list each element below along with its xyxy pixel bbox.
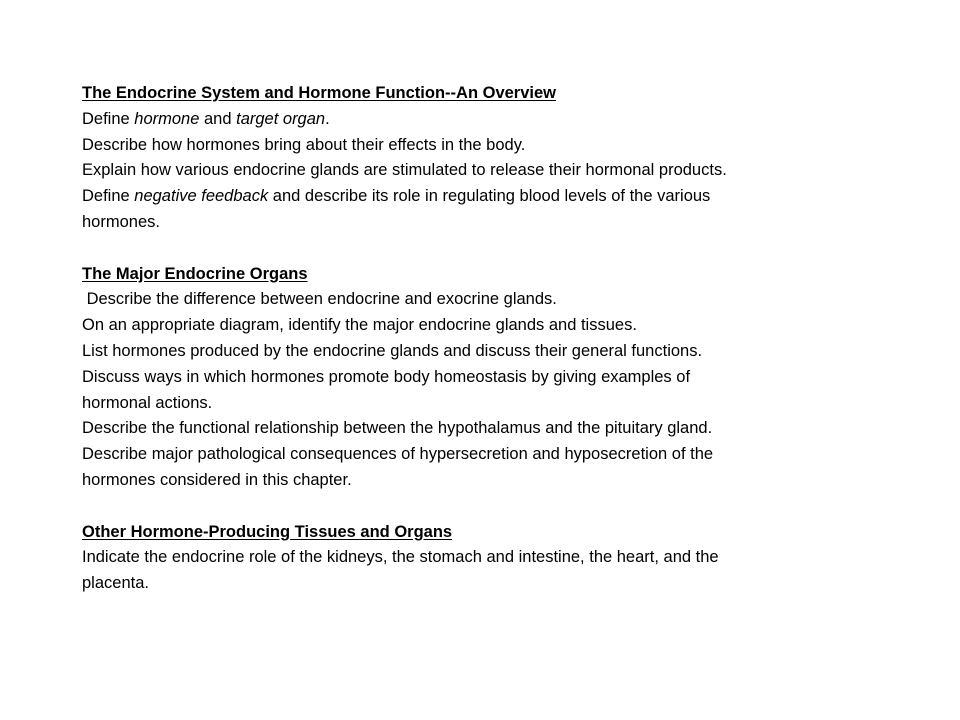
objective-homeostasis-cont: hormonal actions. [82,393,213,412]
section-spacer [82,236,942,262]
objective-pathology-cont: hormones considered in this chapter. [82,470,352,489]
objective-endocrine-roles: Indicate the endocrine role of the kidneys, the stomach and intestine, the heart, and the [82,548,719,567]
objective-negative-feedback-cont: hormones. [82,212,160,231]
objective-endocrine-roles-cont: placenta. [82,574,149,593]
objectives-document [82,81,942,597]
objective-hormone-effects: Describe how hormones bring about their effects in the body. [82,135,526,154]
section-heading: The Major Endocrine Organs [82,264,308,283]
objective-list-hormones: List hormones produced by the endocrine glands and discuss their general functions. [82,341,703,360]
objective-gland-stimulation: Explain how various endocrine glands are stimulated to release their hormonal products. [82,161,727,180]
section-heading: Other Hormone-Producing Tissues and Organs [82,522,453,541]
objective-endocrine-vs-exocrine: Describe the difference between endocrine and exocrine glands. [82,290,557,309]
objective-hypothalamus-pituitary: Describe the functional relationship between the hypothalamus and the pituitary gland. [82,419,713,438]
section-heading: The Endocrine System and Hormone Function--An Overview [82,84,556,102]
objective-homeostasis: Discuss ways in which hormones promote body homeostasis by giving examples of [82,367,691,386]
objective-negative-feedback: Define negative feedback and describe its role in regulating blood levels of the various [82,187,711,206]
objective-pathology: Describe major pathological consequences of hypersecretion and hyposecretion of the [82,445,714,464]
objective-identify-glands: On an appropriate diagram, identify the major endocrine glands and tissues. [82,316,637,335]
section-spacer [82,494,942,520]
section-endocrine-overview [82,81,942,236]
section-other-tissues [82,520,942,597]
section-major-organs [82,262,942,494]
objective-define-hormone: Define hormone and target organ. [82,109,330,128]
